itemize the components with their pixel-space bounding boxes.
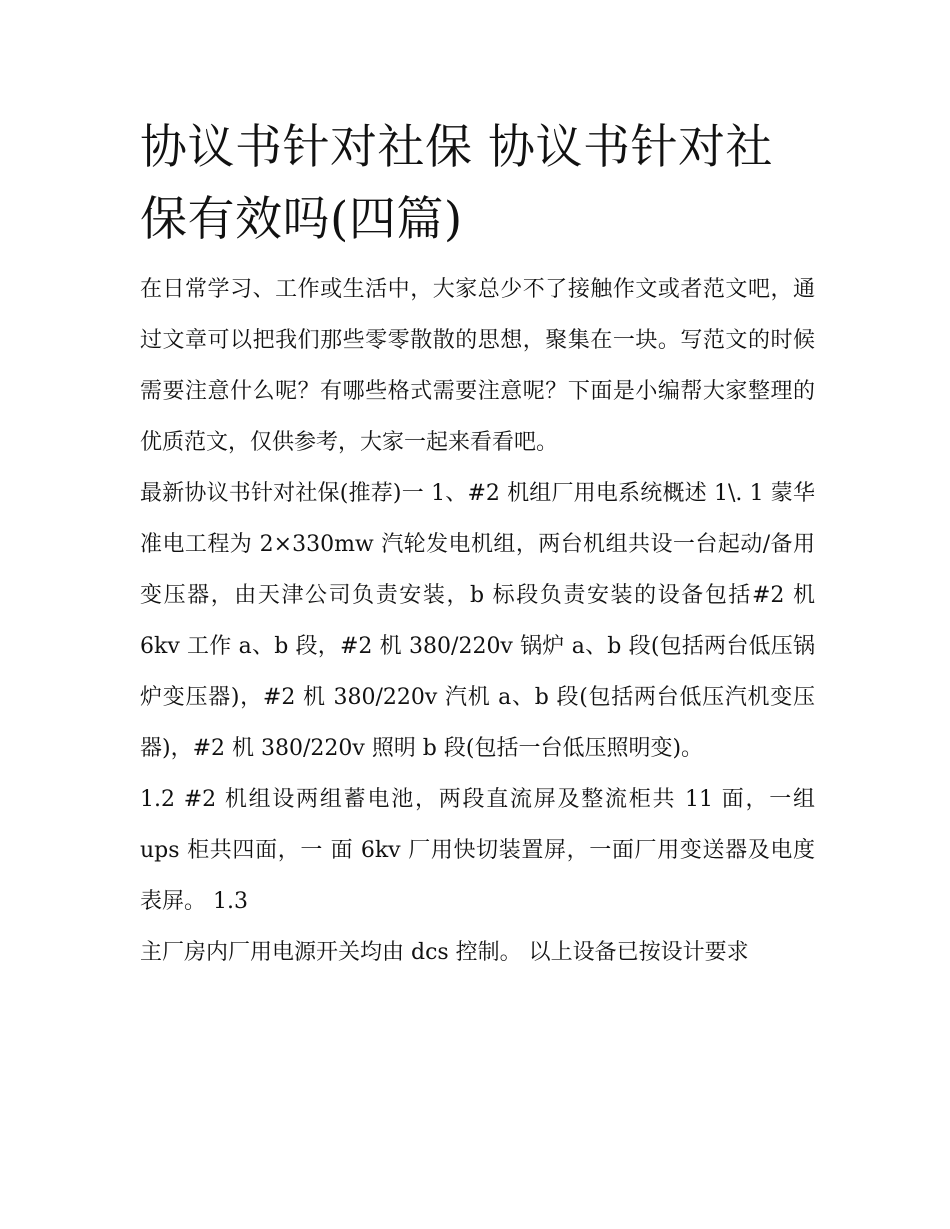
- overview-paragraph: 最新协议书针对社保(推荐)一 1、#2 机组厂用电系统概述 1\. 1 蒙华准电工程为 2×330mw 汽轮发电机组，两台机组共设一台起动/备用变压器，由天津公司负责安装，b 标段负责安装的设备包括#2 机 6kv 工作 a、b 段，#2 机 380/220v 锅炉 a、b 段(包括两台低压锅炉变压器)，#2 机 380/220v 汽机 a、b 段(包括两台低压汽机变压器)，#2 机 380/220v 照明 b 段(包括一台低压照明变)。: [140, 481, 815, 761]
- control-paragraph: 主厂房内厂用电源开关均由 dcs 控制。 以上设备已按设计要求: [140, 940, 749, 965]
- intro-paragraph: 在日常学习、工作或生活中，大家总少不了接触作文或者范文吧，通过文章可以把我们那些零零散散的思想，聚集在一块。写范文的时候需要注意什么呢？有哪些格式需要注意呢？下面是小编帮大家整理的优质范文，仅供参考，大家一起来看看吧。: [140, 277, 815, 455]
- document-title: 协议书针对社保 协议书针对社保有效吗(四篇): [140, 120, 773, 247]
- document-body: [140, 112, 815, 978]
- battery-paragraph: 1.2 #2 机组设两组蓄电池，两段直流屏及整流柜共 11 面，一组 ups 柜共四面，一 面 6kv 厂用快切装置屏，一面厂用变送器及电度表屏。 1.3: [140, 787, 815, 914]
